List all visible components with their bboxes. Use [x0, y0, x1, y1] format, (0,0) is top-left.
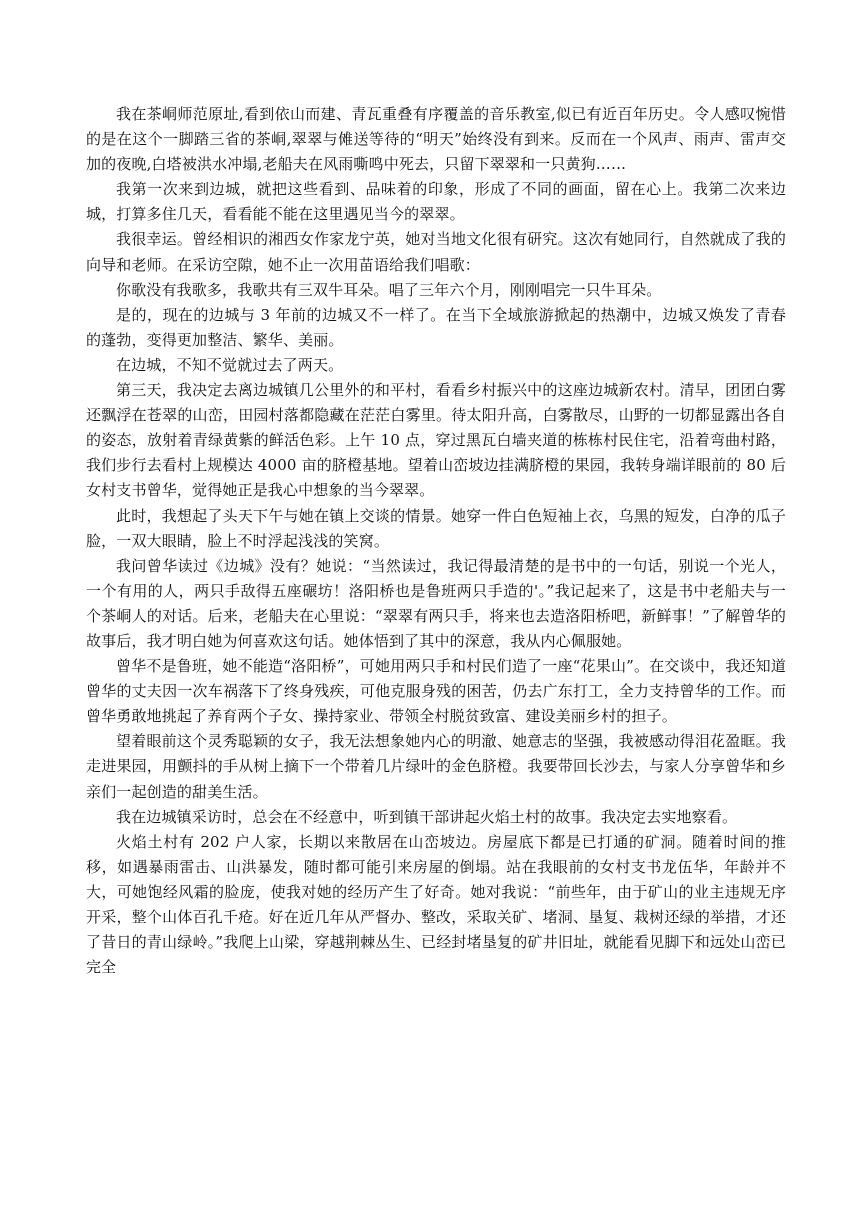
paragraph-2: 我第一次来到边城，就把这些看到、品味着的印象，形成了不同的画面，留在心上。我第二次来边城，打算多住几天，看看能不能在这里遇见当今的翠翠。 [86, 180, 786, 224]
paragraph-13: 火焰土村有 202 户人家，长期以来散居在山峦坡边。房屋底下都是已打通的矿洞。随着时间的推移，如遇暴雨雷击、山洪暴发，随时都可能引来房屋的倒塌。站在我眼前的女村支书龙伍华，年龄并不大，可她饱经风霜的脸庞，使我对她的经历产生了好奇。她对我说：“前些年，由于矿山的业主违规无序开采，整个山体百孔千疮。好在近几年从严督办、整改，采取关矿、堵洞、垦复、栽树还绿的举措，才还了昔日的青山绿岭。”我爬上山梁，穿越荆棘丛生、已经封堵垦复的矿井旧址，就能看见脚下和远处山峦已完全 [86, 832, 786, 977]
paragraph-11: 望着眼前这个灵秀聪颖的女子，我无法想象她内心的明澈、她意志的坚强，我被感动得泪花盈眶。我走进果园，用颤抖的手从树上摘下一个带着几片绿叶的金色脐橙。我要带回长沙去，与家人分享曾华和乡亲们一起创造的甜美生活。 [86, 732, 786, 801]
paragraph-1: 我在茶峒师范原址,看到依山而建、青瓦重叠有序覆盖的音乐教室,似已有近百年历史。令人感叹惋惜的是在这个一脚踏三省的茶峒,翠翠与傩送等待的“明天”始终没有到来。反而在一个风声、雨声、雷声交加的夜晚,白塔被洪水冲塌,老船夫在风雨嘶鸣中死去，只留下翠翠和一只黄狗…… [86, 105, 786, 174]
paragraph-9: 我问曾华读过《边城》没有？她说：“当然读过，我记得最清楚的是书中的一句话，别说一个光人，一个有用的人，两只手敌得五座碾坊！洛阳桥也是鲁班两只手造的'。”我记起来了，这是书中老船夫与一个茶峒人的对话。后来，老船夫在心里说：“翠翠有两只手，将来也去造洛阳桥吧，新鲜事！”了解曾华的故事后，我才明白她为何喜欢这句话。她体悟到了其中的深意，我从内心佩服她。 [86, 556, 786, 650]
paragraph-6: 在边城，不知不觉就过去了两天。 [116, 355, 344, 374]
paragraph-4: 你歌没有我歌多，我歌共有三双牛耳朵。唱了三年六个月，刚刚唱完一只牛耳朵。 [116, 280, 662, 299]
paragraph-3: 我很幸运。曾经相识的湘西女作家龙宁英，她对当地文化很有研究。这次有她同行，自然就成了我的向导和老师。在采访空隙，她不止一次用苗语给我们唱歌： [86, 230, 786, 274]
paragraph-8: 此时，我想起了头天下午与她在镇上交谈的情景。她穿一件白色短袖上衣，乌黑的短发，白净的瓜子脸，一双大眼睛，脸上不时浮起浅浅的笑窝。 [86, 506, 786, 550]
paragraph-7: 第三天，我决定去离边城镇几公里外的和平村，看看乡村振兴中的这座边城新农村。清早，团团白雾还飘浮在苍翠的山峦，田园村落都隐藏在茫茫白雾里。待太阳升高，白雾散尽，山野的一切都显露出各自的姿态，放射着青绿黄紫的鲜活色彩。上午 10 点，穿过黑瓦白墙夹道的栋栋村民住宅，沿着弯曲村路，我们步行去看村上规模达 4000 亩的脐橙基地。望着山峦坡边挂满脐橙的果园，我转身端详眼前的 80 后女村支书曾华，觉得她正是我心中想象的当今翠翠。 [86, 381, 786, 500]
paragraph-5: 是的，现在的边城与 3 年前的边城又不一样了。在当下全域旅游掀起的热潮中，边城又焕发了青春的蓬勃，变得更加整洁、繁华、美丽。 [86, 305, 786, 349]
paragraph-12: 我在边城镇采访时，总会在不经意中，听到镇干部讲起火焰土村的故事。我决定去实地察看。 [116, 807, 738, 826]
article-body [86, 102, 786, 980]
paragraph-10: 曾华不是鲁班，她不能造“洛阳桥”，可她用两只手和村民们造了一座“花果山”。在交谈中，我还知道曾华的丈夫因一次车祸落下了终身残疾，可他克服身残的困苦，仍去广东打工，全力支持曾华的工作。而曾华勇敢地挑起了养育两个子女、操持家业、带领全村脱贫致富、建设美丽乡村的担子。 [86, 657, 786, 726]
